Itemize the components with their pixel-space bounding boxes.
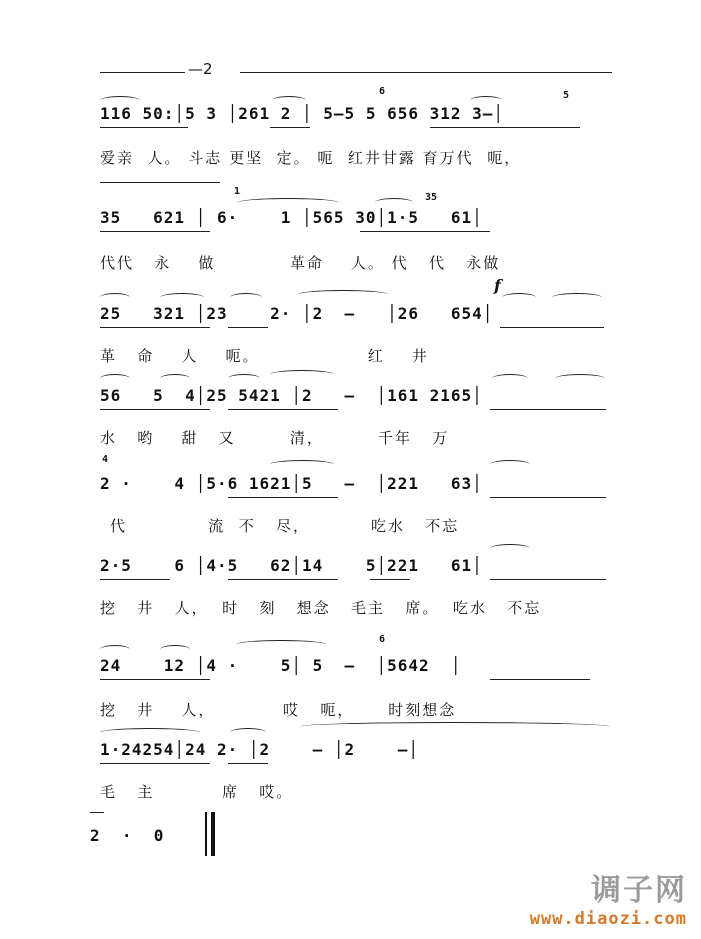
tie <box>300 722 610 731</box>
dynamic-forte: f <box>494 276 501 295</box>
slur <box>230 293 262 302</box>
tie-start <box>90 812 104 813</box>
slur <box>230 728 266 737</box>
lyrics-row-6: 挖 井 人， 时 刻 想念 毛主 席。 吃水 不忘 <box>100 599 542 617</box>
slur <box>100 728 200 737</box>
slur <box>272 96 306 105</box>
lyrics-row-2: 代代 永 做 革命 人。 代 代 永做 <box>100 254 501 272</box>
watermark-url: www.diaozi.com <box>529 909 687 929</box>
beam <box>100 231 210 232</box>
beam <box>500 327 604 328</box>
grace-note: 6 <box>379 634 386 645</box>
slur <box>100 645 130 654</box>
lyrics-row-4: 水 哟 甜 又 清， 千年 万 <box>100 429 450 447</box>
beam <box>228 763 268 764</box>
grace-note: 5 <box>563 90 570 101</box>
notation-row-2: 35 621 │ 6· 1 │565 30│1·5 61│ <box>100 208 483 227</box>
slur <box>470 96 502 105</box>
beam <box>100 763 210 764</box>
page-marker: —2 <box>188 60 213 78</box>
beam <box>228 409 338 410</box>
slur <box>270 370 334 379</box>
slur <box>492 374 528 383</box>
beam <box>228 579 338 580</box>
slur <box>100 96 140 105</box>
notation-row-4: 56 5 4│25 5421 │2 — │161 2165│ <box>100 386 483 405</box>
beam <box>360 231 490 232</box>
lyrics-row-5: 代 流 不 尽， 吃水 不忘 <box>110 517 460 535</box>
slur <box>228 374 260 383</box>
beam <box>490 409 606 410</box>
slur <box>270 460 334 469</box>
slur <box>502 293 536 302</box>
beam <box>100 679 210 680</box>
notation-row-3: 25 321 │23 2· │2 — │26 654│ <box>100 304 494 323</box>
tie <box>236 640 326 649</box>
beam <box>490 497 606 498</box>
header-rule-right <box>240 72 612 73</box>
notation-row-7: 24 12 │4 · 5│ 5 — │5642 │ <box>100 656 462 675</box>
beam <box>100 579 170 580</box>
slur <box>100 374 130 383</box>
slur <box>552 293 602 302</box>
grace-note: 6 <box>379 86 386 97</box>
lyrics-row-3: 革 命 人 呃。 红 井 <box>100 347 429 365</box>
beam <box>100 409 210 410</box>
beam <box>270 127 310 128</box>
beam <box>228 497 338 498</box>
notation-row-9: 2 · 0 <box>90 826 165 845</box>
beam <box>490 679 590 680</box>
lyrics-row-1: 爱亲 人。 斗志 更坚 定。 呃 红井甘露 育万代 呃， <box>100 149 522 167</box>
slur <box>490 544 530 553</box>
slur <box>490 460 530 469</box>
slur <box>375 198 413 207</box>
notation-row-1: 116 50:│5 3 │261 2 │ 5—5 5 656 312 3—│ <box>100 104 505 123</box>
grace-note: 4 <box>102 454 109 465</box>
final-barline-thin <box>205 812 207 856</box>
lyrics-row-8: 毛 主 席 哎。 <box>100 783 294 801</box>
slur <box>160 645 190 654</box>
grace-note: 35 <box>425 192 438 203</box>
slur <box>555 374 605 383</box>
grace-note: 1 <box>234 186 241 197</box>
lyrics-row-7: 挖 井 人， 哎 呃， 时刻想念 <box>100 701 457 719</box>
tie <box>238 198 338 207</box>
watermark-title: 调子网 <box>591 873 687 908</box>
notation-row-6: 2·5 6 │4·5 62│14 5│221 61│ <box>100 556 483 575</box>
slur <box>160 293 204 302</box>
tie-line <box>100 182 220 183</box>
slur <box>100 293 130 302</box>
slur <box>160 374 190 383</box>
beam <box>370 579 410 580</box>
beam <box>228 327 268 328</box>
notation-row-8: 1·24254│24 2· │2 — │2 —│ <box>100 740 419 759</box>
beam <box>100 127 188 128</box>
beam <box>430 127 580 128</box>
header-rule-left <box>100 72 185 73</box>
watermark <box>530 865 687 929</box>
beam <box>490 579 606 580</box>
final-barline-thick <box>211 812 215 856</box>
beam <box>100 327 210 328</box>
tie <box>298 290 388 299</box>
notation-row-5: 2 · 4 │5·6 1621│5 — │221 63│ <box>100 474 483 493</box>
